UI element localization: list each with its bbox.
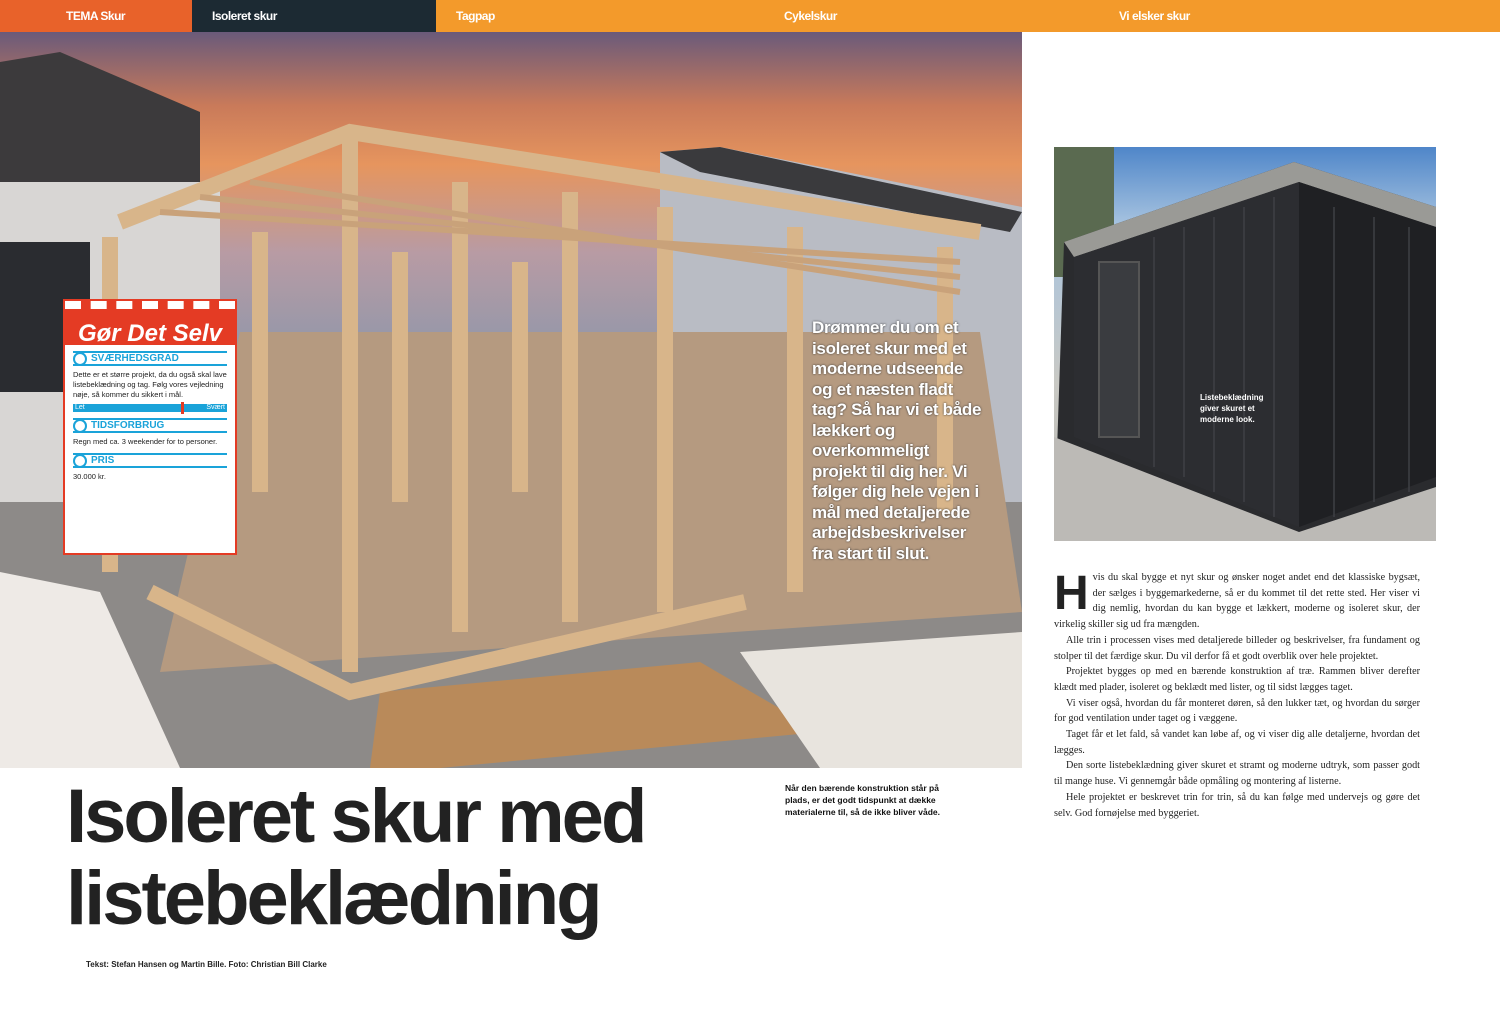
time-label: TIDSFORBRUG	[91, 420, 165, 431]
difficulty-heading	[73, 351, 227, 366]
paragraph-text: vis du skal bygge et nyt skur og ønsker noget andet end det klassiske bygsæt, der sælges i byggemarkederne, så er du kommet til det rette sted. Her viser vi dig nemlig, hvordan du kan bygge et lækkert, moderne og isoleret skur, der virkelig skiller sig ud fra mængden.	[1054, 572, 1420, 631]
piggy-bank-icon	[73, 454, 87, 468]
top-nav	[0, 0, 1500, 32]
nav-item-tagpap[interactable]: Tagpap	[436, 0, 776, 32]
body-paragraph	[1054, 567, 1420, 633]
time-heading	[73, 418, 227, 433]
body-paragraph: Den sorte listebeklædning giver skuret et stramt og moderne udtryk, som passer godt til mange huse. Vi gennemgår både opmåling og montering af listerne.	[1054, 760, 1420, 788]
intro-light: Drømmer du om et isoleret skur med et moderne udseende og et næsten fladt tag?	[812, 318, 967, 419]
article-body	[1054, 567, 1420, 821]
body-paragraph: Taget får et let fald, så vandet kan løbe af, og vi viser dig alle detaljerne, hvordan det lægges.	[1054, 729, 1420, 756]
difficulty-marker	[181, 402, 184, 414]
difficulty-label: SVÆRHEDSGRAD	[91, 353, 179, 364]
main-photo-shed-frame	[0, 32, 1022, 768]
nav-item-isoleret-skur[interactable]: Isoleret skur	[192, 0, 436, 32]
body-paragraph: Vi viser også, hvordan du får monteret døren, så den lukker tæt, og hvordan du sørger for god ventilation under taget og i væggene.	[1054, 697, 1420, 725]
nav-item-cykelskur[interactable]: Cykelskur	[776, 0, 1116, 32]
gor-det-selv-info-box	[63, 299, 237, 555]
clock-icon	[73, 419, 87, 433]
price-heading	[73, 453, 227, 468]
difficulty-icon	[73, 352, 87, 366]
info-box-title: Gør Det Selv	[65, 301, 235, 345]
body-paragraph: Hele projektet er beskrevet trin for trin, så du kan følge med undervejs og gøre det selv. God fornøjelse med byggeriet.	[1054, 791, 1420, 819]
nav-item-tema[interactable]: TEMA Skur	[0, 0, 192, 32]
body-paragraph: Projektet bygges op med en bærende konstruktion af træ. Rammen bliver derefter klædt med plader, isoleret og beklædt med lister, og til sidst lægges taget.	[1054, 666, 1420, 693]
body-paragraph: Alle trin i processen vises med detaljerede billeder og beskrivelser, fra fundament og stolper til det færdige skur. Du vil derfor få et godt overblik over hele projektet.	[1054, 634, 1420, 662]
intro-rest: Vi følger dig hele vejen i mål med detaljerede arbejdsbeskrivelser fra start til slut.	[812, 461, 979, 563]
finished-shed-photo	[1054, 147, 1436, 541]
price-label: PRIS	[91, 455, 115, 466]
scale-low: Let	[75, 404, 85, 411]
photo-caption: Når den bærende konstruktion står på plads, er det godt tidspunkt at dække materialerne til, så de ikke bliver våde.	[785, 783, 940, 817]
difficulty-text: Dette er et større projekt, da du også skal lave listebeklædning og tag. Følg vores vejledning nøje, så kommer du sikkert i mål.	[73, 370, 227, 399]
price-text: 30.000 kr.	[73, 472, 106, 481]
side-photo-caption: Listebeklædning giver skuret et moderne look.	[1200, 393, 1264, 424]
byline: Tekst: Stefan Hansen og Martin Bille. Foto: Christian Bill Clarke	[86, 960, 327, 969]
time-text: Regn med ca. 3 weekender for to personer.	[73, 437, 218, 446]
difficulty-scale	[73, 404, 227, 412]
drop-cap: H	[1054, 567, 1089, 620]
scale-high: Svært	[206, 404, 225, 411]
nav-item-last[interactable]: Vi elsker skur	[1116, 0, 1500, 32]
article-title: Isoleret skur med listebeklædning	[66, 774, 645, 941]
intro-bold: Så har vi et både lækkert og overkommeligt projekt til dig her.	[812, 400, 982, 481]
intro-text	[812, 318, 982, 564]
